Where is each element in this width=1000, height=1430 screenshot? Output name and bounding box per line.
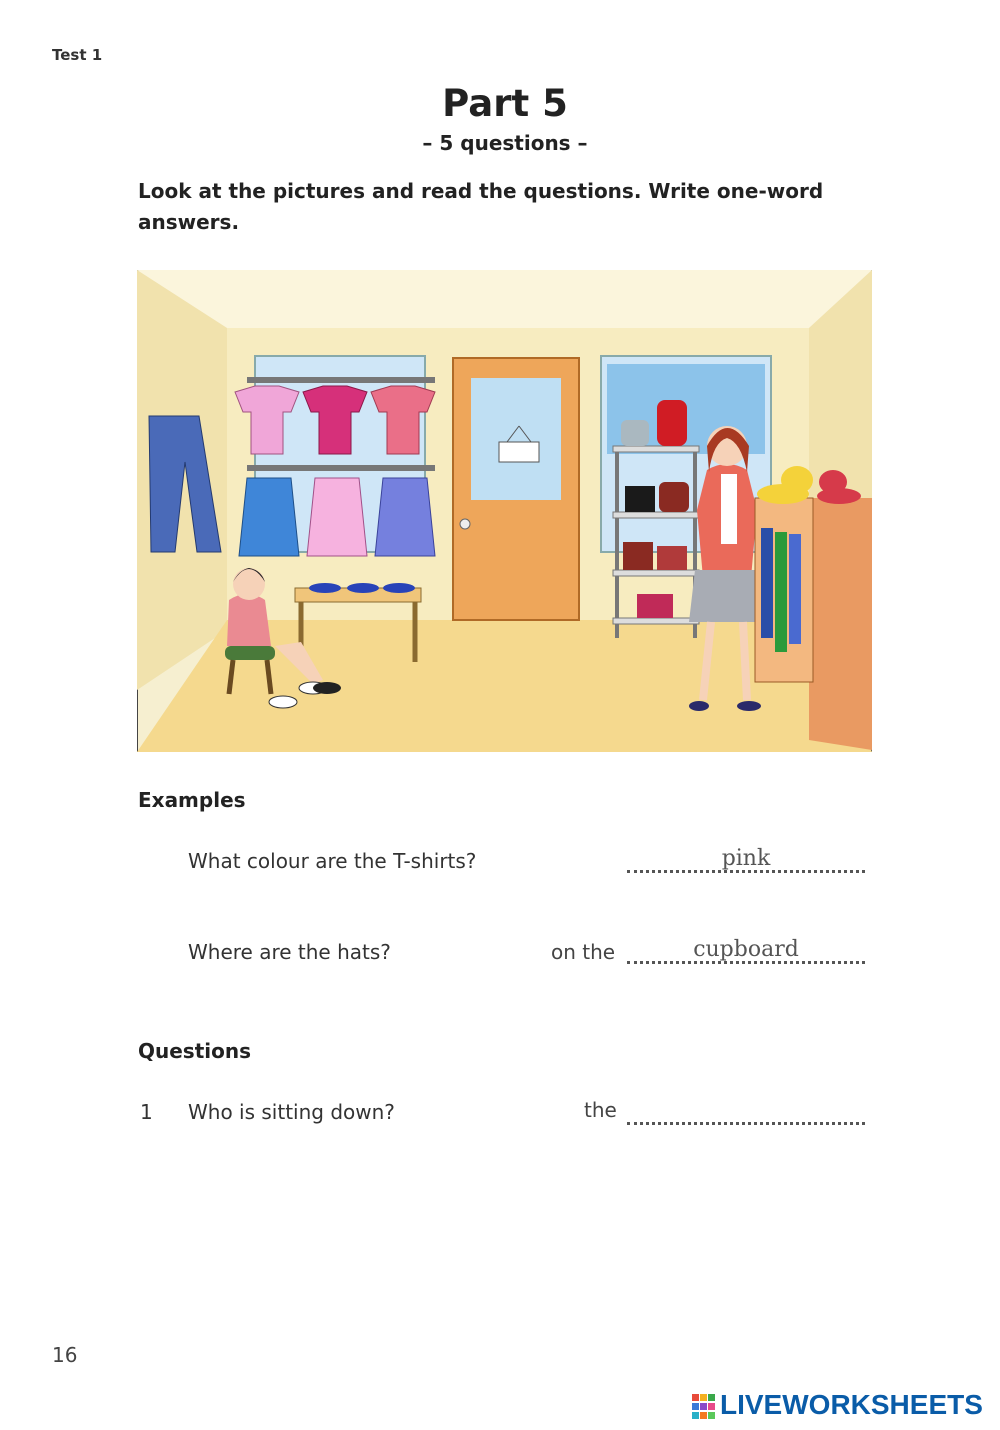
answer-input-1[interactable] xyxy=(627,1098,865,1125)
part-subtitle: – 5 questions – xyxy=(422,131,588,155)
part-title: Part 5 xyxy=(442,82,568,125)
test-label: Test 1 xyxy=(52,46,103,64)
page-number: 16 xyxy=(52,1343,78,1367)
example-prefix-2: on the xyxy=(551,940,616,964)
question-text-1: Who is sitting down? xyxy=(188,1100,395,1124)
shop-illustration xyxy=(137,270,872,752)
liveworksheets-brand: LIVEWORKSHEETS xyxy=(720,1389,983,1420)
question-prefix-1: the xyxy=(584,1098,617,1122)
example-question-2: Where are the hats? xyxy=(188,940,391,964)
example-question-1: What colour are the T-shirts? xyxy=(188,849,477,873)
question-number-1: 1 xyxy=(140,1100,153,1124)
example-answer-1: pink xyxy=(627,846,865,873)
liveworksheets-logo-icon xyxy=(692,1394,716,1420)
example-answer-2: cupboard xyxy=(627,937,865,964)
examples-heading: Examples xyxy=(138,788,246,812)
questions-heading: Questions xyxy=(138,1039,252,1063)
instructions: Look at the pictures and read the questions. Write one-word answers. xyxy=(138,179,824,234)
